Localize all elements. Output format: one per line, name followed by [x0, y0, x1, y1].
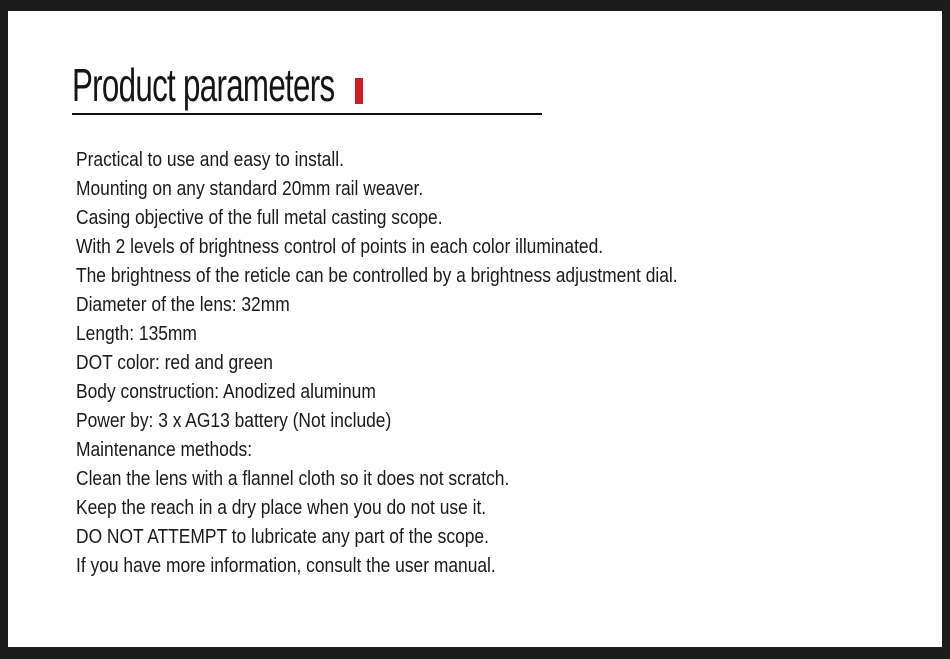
page-title-text: Product parameters	[72, 59, 335, 111]
parameter-line: DO NOT ATTEMPT to lubricate any part of the scope.	[76, 526, 489, 548]
parameter-list	[76, 146, 824, 581]
parameter-line: Length: 135mm	[76, 323, 197, 345]
parameter-line: With 2 levels of brightness control of points in each color illuminated.	[76, 236, 604, 258]
parameter-line: Clean the lens with a flannel cloth so it does not scratch.	[76, 468, 510, 490]
parameter-line: DOT color: red and green	[76, 352, 273, 374]
parameter-line: Power by: 3 x AG13 battery (Not include)	[76, 410, 392, 432]
content-page	[8, 11, 942, 647]
parameter-line: Maintenance methods:	[76, 439, 253, 461]
parameter-line: Casing objective of the full metal casting scope.	[76, 207, 443, 229]
parameter-line: Diameter of the lens: 32mm	[76, 294, 290, 316]
parameter-line: The brightness of the reticle can be controlled by a brightness adjustment dial.	[76, 265, 678, 287]
parameter-line: Mounting on any standard 20mm rail weaver.	[76, 178, 424, 200]
parameter-line: Body construction: Anodized aluminum	[76, 381, 376, 403]
title-underline	[72, 113, 542, 115]
parameter-line: Practical to use and easy to install.	[76, 149, 344, 171]
parameter-line: Keep the reach in a dry place when you do not use it.	[76, 497, 487, 519]
parameter-line: If you have more information, consult the user manual.	[76, 555, 496, 577]
red-accent-bar	[355, 78, 363, 104]
page-title	[72, 59, 458, 114]
